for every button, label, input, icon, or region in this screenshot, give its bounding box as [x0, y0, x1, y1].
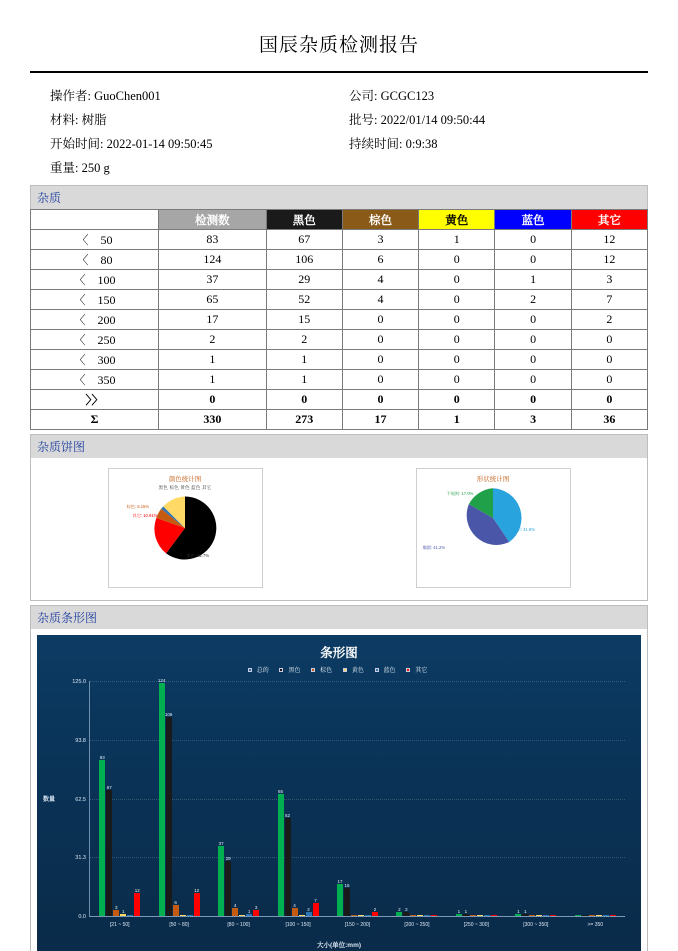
- bar-chart-panel: [30, 629, 648, 951]
- bar-group: [566, 681, 625, 928]
- bar-总的: [515, 909, 521, 916]
- bar-棕色: [232, 903, 238, 916]
- bar-黄色: [417, 915, 423, 916]
- bar-蓝色: [127, 915, 133, 916]
- bar-其它: [253, 905, 259, 916]
- legend-item-other: [406, 668, 430, 674]
- row-label: 〈 200: [31, 310, 159, 330]
- color-pie-annotation-other: 其它: 10.91%: [132, 513, 158, 518]
- cell-brown: 4: [342, 270, 418, 290]
- cell-blue: 0: [495, 250, 571, 270]
- table-row: [31, 370, 648, 390]
- legend-item-yellow: [343, 668, 367, 674]
- shape-pie-plot: [417, 483, 570, 571]
- legend-label-other: 其它: [415, 668, 428, 674]
- table-header-blue: 蓝色: [495, 210, 571, 230]
- cell-yellow: 0: [419, 350, 495, 370]
- impurity-table: [30, 209, 648, 430]
- meta-row-weight: [50, 155, 349, 179]
- table-row-total: [31, 410, 648, 430]
- color-pie-card: [108, 468, 263, 588]
- bar-黄色: [180, 915, 186, 916]
- cell-other: 0: [571, 370, 647, 390]
- table-header-blank: [31, 210, 159, 230]
- ytick-1: 31.3: [75, 855, 86, 862]
- bar-value-label: 1: [464, 909, 468, 915]
- meta-label-duration: 持续时间:: [349, 137, 403, 151]
- table-row: [31, 290, 648, 310]
- bar-value-label: 2: [373, 907, 377, 913]
- bar-value-label: 1: [517, 909, 520, 915]
- bar-黄色: [299, 915, 305, 916]
- table-header-other: 其它: [571, 210, 647, 230]
- bar-chart-legend: [37, 661, 641, 674]
- bar-chart-title: 条形图: [320, 646, 358, 660]
- xtick-label: [50 ~ 80]: [169, 922, 189, 928]
- meta-left-column: [30, 83, 349, 179]
- meta-right-column: [349, 83, 648, 179]
- cell-brown: 6: [342, 250, 418, 270]
- cell-yellow: 0: [419, 250, 495, 270]
- bar-其它: [372, 907, 378, 916]
- cell-count: 17: [159, 310, 267, 330]
- bar-棕色: [351, 915, 357, 916]
- row-label: 〈 80: [31, 250, 159, 270]
- bar-黄色: [239, 915, 245, 916]
- legend-item-brown: [311, 668, 335, 674]
- cell-brown: 0: [342, 390, 418, 410]
- meta-value-material: 树脂: [81, 113, 107, 127]
- meta-label-batch: 批号:: [349, 113, 378, 127]
- meta-value-duration: 0:9:38: [405, 137, 438, 151]
- bar-其它: [550, 915, 556, 916]
- bar-棕色: [410, 915, 416, 916]
- ytick-3: 93.8: [75, 737, 86, 744]
- bar-棕色: [470, 915, 476, 916]
- section-header-bar-chart: 杂质条形图: [30, 605, 648, 629]
- meta-label-weight: 重量:: [50, 161, 79, 175]
- bar-棕色: [529, 915, 535, 916]
- bar-chart-ylabel: 数量: [43, 797, 56, 803]
- meta-value-start-time: 2022-01-14 09:50:45: [106, 137, 213, 151]
- meta-row-material: [50, 107, 349, 131]
- bar-黄色: [477, 915, 483, 916]
- bar-group: [328, 681, 387, 928]
- xtick-label: [80 ~ 100]: [227, 922, 250, 928]
- cell-black: 15: [266, 310, 342, 330]
- color-pie-title: 颜色统计图: [168, 476, 202, 483]
- bar-value-label: 37: [218, 841, 224, 847]
- meta-row-operator: [50, 83, 349, 107]
- bar-chart-plot: [72, 677, 625, 928]
- table-header-brown: 棕色: [342, 210, 418, 230]
- row-label-total: Σ: [31, 410, 159, 430]
- legend-swatch-yellow: [343, 668, 347, 672]
- cell-black: 106: [266, 250, 342, 270]
- cell-yellow: 0: [419, 390, 495, 410]
- color-pie-annotation-black: 黑色: 82.7%: [186, 553, 210, 558]
- title-divider: [30, 71, 648, 73]
- bar-黄色: [358, 915, 364, 916]
- legend-item-other: 其它: [202, 485, 212, 490]
- cell-yellow: 0: [419, 310, 495, 330]
- table-header-count: 检测数: [159, 210, 267, 230]
- meta-row-batch: [349, 107, 648, 131]
- bar-黑色: [344, 882, 350, 916]
- bar-总的: [575, 915, 581, 916]
- cell-other: 12: [571, 250, 647, 270]
- shape-pie-card: [416, 468, 571, 588]
- bar-value-label: 2: [405, 907, 408, 913]
- section-header-pie-charts: 杂质饼图: [30, 434, 648, 458]
- bar-黑色: [582, 915, 588, 916]
- cell-yellow: 0: [419, 330, 495, 350]
- bar-其它: [134, 888, 140, 916]
- cell-brown: 3: [342, 230, 418, 250]
- legend-swatch-brown: [311, 668, 315, 672]
- row-label: 〈 350: [31, 370, 159, 390]
- bar-value-label: 7: [314, 897, 317, 903]
- bar-棕色: [589, 915, 595, 916]
- cell-black: 0: [266, 390, 342, 410]
- table-row: [31, 250, 648, 270]
- cell-count: 1: [159, 370, 267, 390]
- legend-item-total: [248, 668, 272, 674]
- row-label: 〈 100: [31, 270, 159, 290]
- cell-yellow: 0: [419, 370, 495, 390]
- row-label: 〈 300: [31, 350, 159, 370]
- cell-brown: 0: [342, 370, 418, 390]
- ytick-0: 0.0: [78, 914, 86, 920]
- color-pie-plot: [109, 491, 262, 569]
- legend-label-brown: 棕色: [320, 668, 333, 674]
- table-header-yellow: 黄色: [419, 210, 495, 230]
- table-row: [31, 310, 648, 330]
- cell-black: 273: [266, 410, 342, 430]
- cell-count: 0: [159, 390, 267, 410]
- bar-蓝色: [365, 915, 371, 916]
- cell-count: 330: [159, 410, 267, 430]
- bar-group: [387, 681, 446, 928]
- meta-row-company: [349, 83, 648, 107]
- bar-value-label: 52: [285, 813, 291, 819]
- cell-other: 3: [571, 270, 647, 290]
- cell-black: 52: [266, 290, 342, 310]
- bar-value-label: 3: [254, 905, 258, 911]
- bar-蓝色: [484, 915, 490, 916]
- cell-count: 37: [159, 270, 267, 290]
- legend-item-brown: 棕色: [169, 485, 179, 490]
- bar-黑色: [522, 909, 528, 916]
- cell-blue: 3: [495, 410, 571, 430]
- bar-value-label: 67: [106, 785, 112, 791]
- bar-chart: [37, 635, 641, 951]
- meta-label-company: 公司:: [349, 89, 378, 103]
- xtick-label: >= 350: [587, 922, 604, 928]
- cell-blue: 0: [495, 230, 571, 250]
- bar-黑色: [403, 907, 409, 916]
- bar-group: [209, 681, 268, 928]
- bar-value-label: 83: [99, 754, 105, 760]
- table-row: [31, 350, 648, 370]
- meta-label-operator: 操作者:: [50, 89, 91, 103]
- cell-blue: 0: [495, 370, 571, 390]
- bar-group: [506, 681, 565, 928]
- bar-value-label: 29: [225, 856, 231, 862]
- bar-value-label: 124: [157, 677, 166, 683]
- color-pie-svg: [150, 493, 220, 563]
- bar-value-label: 65: [278, 788, 284, 794]
- table-row: [31, 230, 648, 250]
- cell-count: 2: [159, 330, 267, 350]
- bar-value-label: 12: [194, 888, 200, 894]
- legend-item-black: 黑色: [158, 485, 168, 490]
- bar-value-label: 1: [121, 909, 125, 915]
- bar-蓝色: [187, 915, 193, 916]
- cell-black: 67: [266, 230, 342, 250]
- section-header-impurity-table: 杂质: [30, 185, 648, 209]
- legend-label-blue: 蓝色: [383, 668, 396, 674]
- bar-value-label: 1: [457, 909, 461, 915]
- bar-蓝色: [603, 915, 609, 916]
- bar-chart-xlabel: 大小(单位:mm): [316, 942, 362, 949]
- meta-value-company: GCGC123: [380, 89, 435, 103]
- bar-value-label: 106: [164, 711, 173, 717]
- bar-棕色: [173, 899, 179, 916]
- cell-brown: 4: [342, 290, 418, 310]
- cell-black: 29: [266, 270, 342, 290]
- cell-black: 2: [266, 330, 342, 350]
- shape-pie-annotation-circle: 圆形: 41.8%: [512, 527, 536, 532]
- bar-其它: [313, 897, 319, 916]
- meta-value-operator: GuoChen001: [94, 89, 161, 103]
- cell-other: 0: [571, 330, 647, 350]
- bar-value-label: 3: [114, 905, 118, 911]
- legend-item-yellow: 黄色: [180, 485, 190, 490]
- cell-other: 2: [571, 310, 647, 330]
- cell-other: 0: [571, 350, 647, 370]
- pie-charts-row: [31, 458, 647, 600]
- cell-black: 1: [266, 370, 342, 390]
- legend-swatch-total: [248, 668, 252, 672]
- bar-value-label: 12: [134, 888, 140, 894]
- xtick-label: [100 ~ 150]: [285, 922, 311, 928]
- cell-other: 36: [571, 410, 647, 430]
- table-row: [31, 330, 648, 350]
- bar-value-label: 2: [398, 907, 401, 913]
- color-pie-legend: [109, 483, 262, 491]
- bar-棕色: [292, 903, 298, 916]
- row-label: 〈 250: [31, 330, 159, 350]
- table-header-row: [31, 210, 648, 230]
- bar-黄色: [120, 909, 126, 916]
- bar-group: [268, 681, 327, 928]
- legend-item-blue: [375, 668, 399, 674]
- bar-黑色: [225, 856, 231, 916]
- legend-item-blue: 蓝色: [191, 485, 201, 490]
- bar-总的: [99, 754, 105, 916]
- cell-yellow: 1: [419, 230, 495, 250]
- cell-blue: 1: [495, 270, 571, 290]
- cell-count: 124: [159, 250, 267, 270]
- bar-总的: [278, 788, 284, 916]
- legend-label-black: 黑色: [288, 668, 301, 674]
- table-body: [31, 230, 648, 430]
- meta-label-material: 材料:: [50, 113, 79, 127]
- bar-黑色: [285, 813, 291, 916]
- bar-总的: [157, 677, 166, 916]
- bar-其它: [491, 915, 497, 916]
- cell-yellow: 1: [419, 410, 495, 430]
- bar-黄色: [536, 915, 542, 916]
- cell-blue: 0: [495, 310, 571, 330]
- bar-value-label: 15: [344, 882, 350, 888]
- bar-value-label: 17: [337, 879, 343, 885]
- cell-brown: 17: [342, 410, 418, 430]
- legend-label-total: 总的: [256, 668, 269, 674]
- legend-swatch-black: [279, 668, 283, 672]
- bar-其它: [610, 915, 616, 916]
- cell-other: 0: [571, 390, 647, 410]
- ytick-2: 62.5: [75, 796, 86, 803]
- cell-blue: 0: [495, 330, 571, 350]
- color-pie-annotation-brown: 棕色: 5.15%: [126, 504, 150, 509]
- bar-总的: [218, 841, 224, 916]
- cell-black: 1: [266, 350, 342, 370]
- cell-yellow: 0: [419, 290, 495, 310]
- legend-swatch-blue: [375, 668, 379, 672]
- legend-item-black: [279, 668, 303, 674]
- row-label: 〈 150: [31, 290, 159, 310]
- cell-count: 65: [159, 290, 267, 310]
- bar-value-label: 4: [293, 903, 296, 909]
- cell-blue: 0: [495, 350, 571, 370]
- cell-brown: 0: [342, 350, 418, 370]
- cell-count: 1: [159, 350, 267, 370]
- bar-group: [90, 681, 149, 928]
- bar-黑色: [164, 711, 173, 916]
- cell-brown: 0: [342, 310, 418, 330]
- bar-黄色: [596, 915, 602, 916]
- pie-charts-panel: [30, 458, 648, 601]
- table-row: [31, 270, 648, 290]
- meta-label-start-time: 开始时间:: [50, 137, 104, 151]
- meta-row-start-time: [50, 131, 349, 155]
- cell-count: 83: [159, 230, 267, 250]
- bar-蓝色: [246, 909, 252, 916]
- cell-other: 7: [571, 290, 647, 310]
- cell-brown: 0: [342, 330, 418, 350]
- bar-黑色: [106, 785, 112, 916]
- bar-黑色: [463, 909, 469, 916]
- legend-swatch-other: [406, 668, 410, 672]
- cell-blue: 0: [495, 390, 571, 410]
- bar-其它: [194, 888, 200, 916]
- meta-value-weight: 250 g: [81, 161, 110, 175]
- legend-label-yellow: 黄色: [351, 668, 364, 674]
- xtick-label: [250 ~ 300]: [463, 922, 489, 928]
- bar-总的: [337, 879, 343, 916]
- meta-row-duration: [349, 131, 648, 155]
- bar-棕色: [113, 905, 119, 916]
- bar-蓝色: [306, 907, 312, 916]
- meta-value-batch: 2022/01/14 09:50:44: [380, 113, 486, 127]
- bar-总的: [396, 907, 402, 916]
- cell-blue: 2: [495, 290, 571, 310]
- xtick-label: [200 ~ 250]: [404, 922, 430, 928]
- report-meta: [30, 83, 648, 179]
- xtick-label: [150 ~ 200]: [344, 922, 371, 928]
- bar-group: [149, 677, 208, 928]
- gridline: [78, 914, 625, 920]
- table-row: [31, 390, 648, 410]
- shape-pie-annotation-irregular: 不规则: 17.0%: [446, 491, 474, 496]
- bar-value-label: 2: [307, 907, 310, 913]
- bar-蓝色: [424, 915, 430, 916]
- table-header-black: 黑色: [266, 210, 342, 230]
- page-title: 国辰杂质检测报告: [258, 35, 419, 56]
- ytick-4: 125.0: [72, 679, 86, 685]
- bar-value-label: 4: [233, 903, 237, 909]
- bar-总的: [456, 909, 462, 916]
- bar-其它: [431, 915, 437, 916]
- shape-pie-title: 形状统计图: [476, 476, 510, 483]
- shape-pie-annotation-ellipse: 椭圆: 41.2%: [422, 545, 446, 550]
- bar-group: [447, 681, 506, 928]
- bar-蓝色: [543, 915, 549, 916]
- row-label: 〈 50: [31, 230, 159, 250]
- bar-value-label: 6: [174, 899, 177, 905]
- bar-value-label: 1: [247, 909, 251, 915]
- cell-other: 12: [571, 230, 647, 250]
- bar-value-label: 1: [524, 909, 527, 915]
- xtick-label: [21 ~ 50]: [109, 922, 130, 928]
- cell-yellow: 0: [419, 270, 495, 290]
- xtick-label: [300 ~ 350]: [523, 922, 549, 928]
- row-label: 〉〉: [31, 390, 159, 410]
